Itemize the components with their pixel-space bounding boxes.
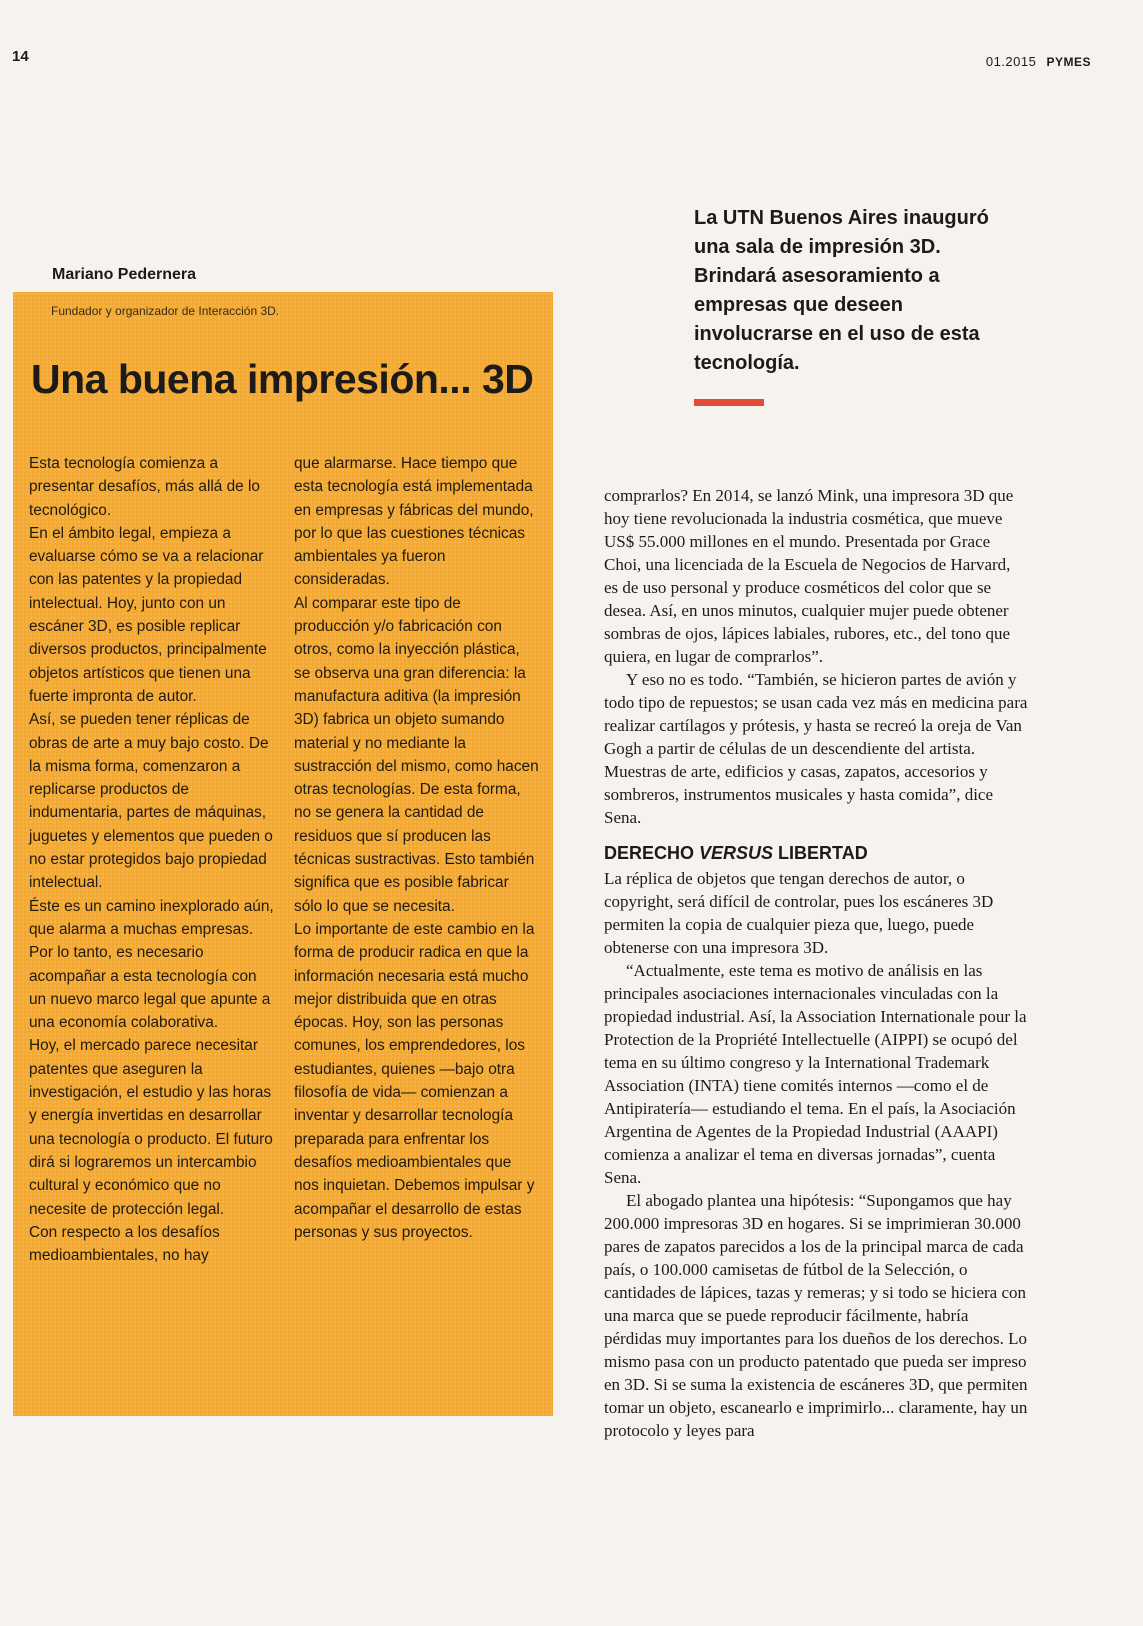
issue-header [986, 54, 1091, 69]
subhead-part: LIBERTAD [773, 843, 868, 863]
author-role: Fundador y organizador de Interacción 3D. [51, 304, 280, 318]
article-body [604, 484, 1028, 1442]
author-name: Mariano Pedernera [52, 266, 197, 283]
subhead-part: DERECHO [604, 843, 700, 863]
paragraph: Así, se pueden tener réplicas de obras de arte a muy bajo costo. De la misma forma, comenzaron a replicarse productos de indumentaria, partes de máquinas, juguetes y elementos que pueden o no estar protegidos bajo propiedad intelectual. [29, 711, 273, 892]
paragraph: Con respecto a los desafíos medioambientales, no hay [29, 1223, 220, 1265]
body-paragraph: La réplica de objetos que tengan derechos de autor, o copyright, será difícil de controlar, pues los escáneres 3D permiten la copia de cualquier pieza que, luego, puede obtenerse con una impresora 3D. [604, 869, 994, 957]
lead-text: La UTN Buenos Aires inauguró una sala de impresión 3D. Brindará asesoramiento a empresas que deseen involucrarse en el uso de esta tecnología. [694, 207, 989, 374]
paragraph: Al comparar este tipo de producción y/o fabricación con otros, como la inyección plástica, se observa una gran diferencia: la manufactura aditiva (la impresión 3D) fabrica un objeto sumando material y no mediante la sustracción del mismo, como hacen otras tecnologías. De esta forma, no se genera la cantidad de residuos que sí producen las técnicas sustractivas. Esto también significa que es posible fabricar sólo lo que se necesita. [294, 594, 539, 915]
page-number: 14 [12, 48, 29, 65]
opinion-column-left [29, 452, 275, 1267]
paragraph: Hoy, el mercado parece necesitar patentes que aseguren la investigación, el estudio y las horas y energía invertidas en desarrollar una tecnología o producto. El futuro dirá si lograremos un intercambio cultural y económico que no necesite de protección legal. [29, 1037, 273, 1218]
red-divider [694, 399, 764, 406]
headline: Una buena impresión... 3D [31, 356, 534, 402]
opinion-column-right [294, 452, 540, 1244]
paragraph: que alarmarse. Hace tiempo que esta tecnología está implementada en empresas y fábricas del mundo, por lo que las cuestiones técnicas ambientales ya fueron consideradas. [294, 455, 534, 589]
body-paragraph: comprarlos? En 2014, se lanzó Mink, una impresora 3D que hoy tiene revolucionada la industria cosmética, que mueve US$ 55.000 millones en el mundo. Presentada por Grace Choi, una licenciada de la Escuela de Negocios de Harvard, es de uso personal y produce cosméticos del color que se desea. Así, en unos minutos, cualquier mujer puede obtener sombras de ojos, lápices labiales, rubores, etc., del tono que quiera, en lugar de comprarlos”. [604, 486, 1014, 666]
paragraph: Lo importante de este cambio en la forma de producir radica en que la información necesaria está mucho mejor distribuida que en otras épocas. Hoy, son las personas comunes, los emprendedores, los estudiantes, quienes —bajo otra filosofía de vida— comienzan a inventar y desarrollar tecnología preparada para enfrentar los desafíos medioambientales que nos inquietan. Debemos impulsar y acompañar el desarrollo de estas personas y sus proyectos. [294, 920, 535, 1241]
issue-date: 01.2015 [985, 54, 1037, 69]
paragraph: En el ámbito legal, empieza a evaluarse cómo se va a relacionar con las patentes y la propiedad intelectual. Hoy, junto con un escáner 3D, es posible replicar diversos productos, principalmente objetos artísticos que tienen una fuerte impronta de autor. [29, 524, 267, 705]
body-paragraph: Y eso no es todo. “También, se hicieron partes de avión y todo tipo de repuestos; se usan cada vez más en medicina para realizar cartílagos y prótesis, y hasta se recreó la oreja de Van Gogh a partir de células de un descendiente del artista. Muestras de arte, edificios y casas, zapatos, accesorios y sombreros, instrumentos musicales y hasta comida”, dice Sena. [604, 670, 1028, 827]
opinion-box [13, 292, 553, 1416]
section-subhead [604, 841, 1028, 865]
section-name: PYMES [1046, 55, 1091, 69]
body-paragraph: El abogado plantea una hipótesis: “Supongamos que hay 200.000 impresoras 3D en hogares. Si se imprimieran 30.000 pares de zapatos parecidos a los de la principal marca de cada país, o 100.000 camisetas de fútbol de la Selección, o cantidades de lápices, tazas y remeras; y si todo se hiciera con una marca que se puede reproducir fácilmente, habría pérdidas muy importantes para los dueños de los derechos. Lo mismo pasa con un producto patentado que pueda ser impreso en 3D. Si se suma la existencia de escáneres 3D, que permiten tomar un objeto, escanearlo e imprimirlo... claramente, hay un protocolo y leyes para [604, 1191, 1028, 1440]
subhead-part: VERSUS [699, 843, 774, 863]
paragraph: Éste es un camino inexplorado aún, que alarma a muchas empresas. Por lo tanto, es necesario acompañar a esta tecnología con un nuevo marco legal que apunte a una economía colaborativa. [29, 897, 274, 1032]
body-paragraph: “Actualmente, este tema es motivo de análisis en las principales asociaciones internacionales vinculadas con la propiedad industrial. Así, la Association Internationale pour la Protection de la Propriété Intellectuelle (AIPPI) se ocupó del tema en su último congreso y la International Trademark Association (INTA) tiene comités internos —como el de Antipiratería— estudiando el tema. En el país, la Asociación Argentina de Agentes de la Propiedad Industrial (AAAPI) comienza a analizar el tema en diversas jornadas”, cuenta Sena. [604, 961, 1027, 1187]
paragraph: Esta tecnología comienza a presentar desafíos, más allá de lo tecnológico. [29, 455, 260, 519]
